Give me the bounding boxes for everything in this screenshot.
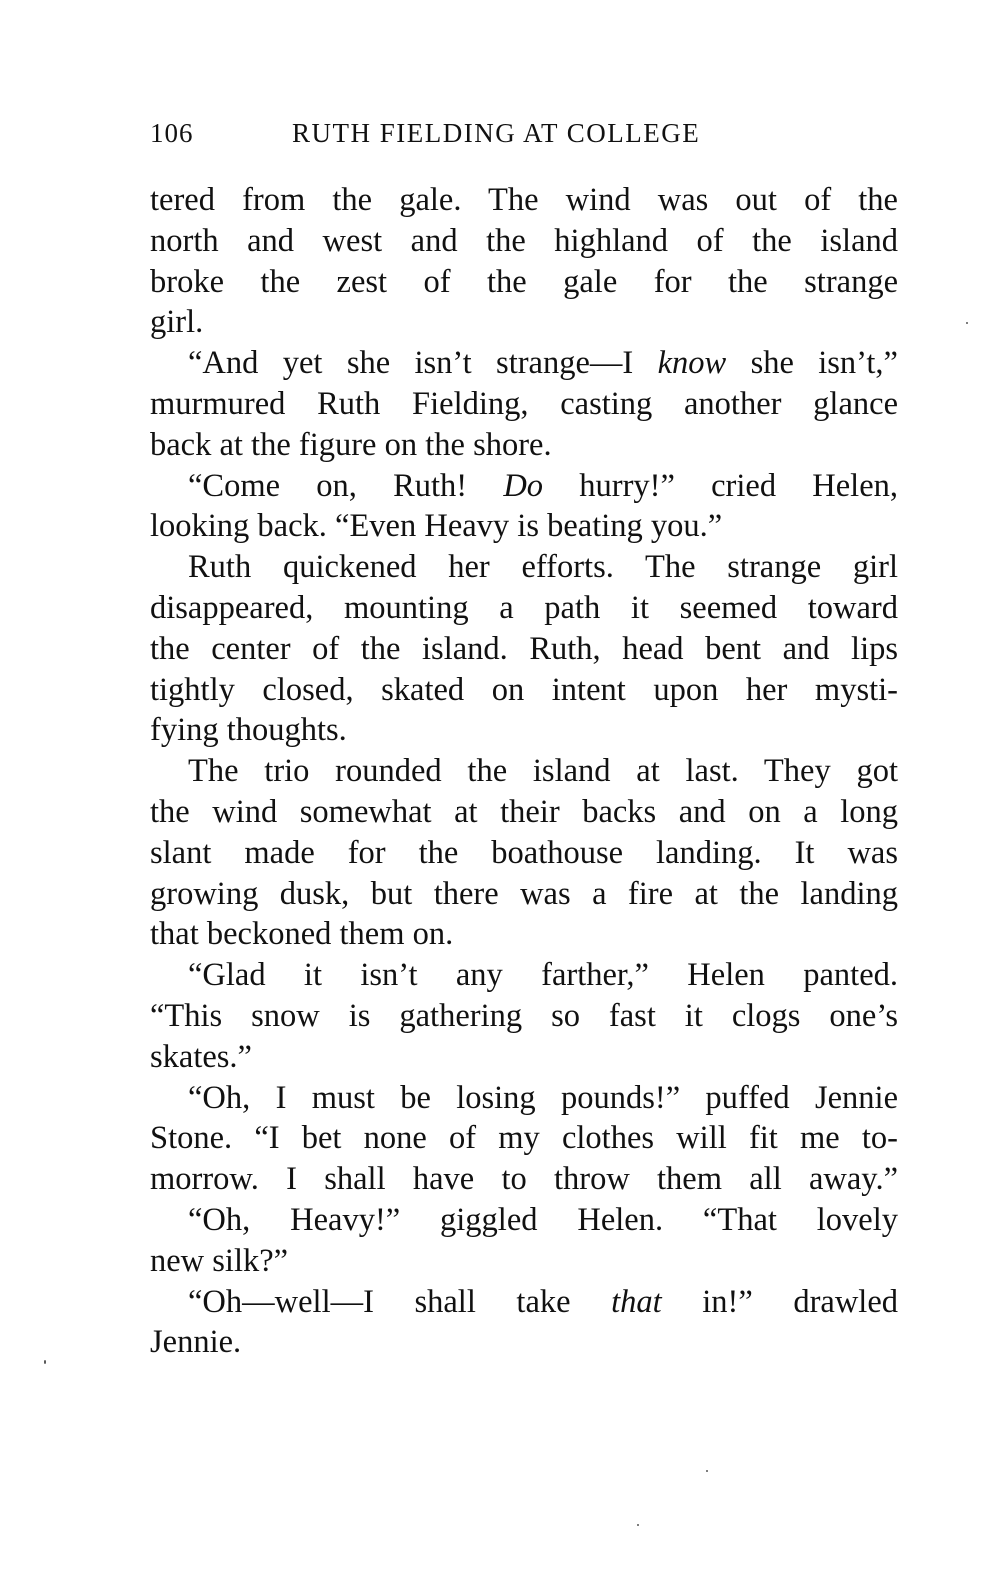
text-line: Stone. “I bet none of my clothes will fit me to- xyxy=(150,1120,898,1157)
text-line: back at the figure on the shore. xyxy=(150,426,552,463)
text-line: girl. xyxy=(150,304,204,341)
text-line: broke the zest of the gale for the strange xyxy=(150,263,898,300)
text-line xyxy=(150,343,898,384)
text-line: skates.” xyxy=(150,1038,252,1075)
scan-speck xyxy=(44,1360,46,1364)
text-line: north and west and the highland of the island xyxy=(150,222,898,259)
scan-speck xyxy=(637,1524,639,1526)
text-run: she isn’t,” xyxy=(726,345,898,382)
running-head xyxy=(150,118,898,158)
text-line xyxy=(150,1282,898,1323)
text-line: tered from the gale. The wind was out of the xyxy=(150,182,898,218)
scan-speck xyxy=(966,322,968,324)
page-number: 106 xyxy=(150,118,194,148)
text-line xyxy=(150,466,898,507)
italic-text-run: that xyxy=(611,1283,662,1320)
text-line: tightly closed, skated on intent upon her mysti- xyxy=(150,671,898,708)
text-line: that beckoned them on. xyxy=(150,916,454,953)
text-run: in!” drawled xyxy=(661,1283,899,1320)
text-line: Ruth quickened her efforts. The strange girl xyxy=(188,549,898,586)
running-title: RUTH FIELDING AT COLLEGE xyxy=(292,118,701,148)
text-line: murmured Ruth Fielding, casting another glance xyxy=(150,385,898,422)
text-run: “And yet she isn’t strange—I xyxy=(188,345,658,382)
text-line: morrow. I shall have to throw them all away.” xyxy=(150,1161,898,1198)
text-line: fying thoughts. xyxy=(150,712,347,749)
body-text xyxy=(150,180,898,1363)
text-line: disappeared, mounting a path it seemed toward xyxy=(150,589,898,626)
text-line: “Glad it isn’t any farther,” Helen panted. xyxy=(188,957,898,994)
text-run: “Come on, Ruth! xyxy=(188,467,504,504)
scan-speck xyxy=(706,1470,708,1472)
text-line: the wind somewhat at their backs and on a long xyxy=(150,793,898,830)
text-line: “This snow is gathering so fast it clogs one’s xyxy=(150,997,898,1034)
text-line: Jennie. xyxy=(150,1324,242,1361)
text-line: slant made for the boathouse landing. It was xyxy=(150,834,898,871)
text-line: the center of the island. Ruth, head bent and lips xyxy=(150,630,898,667)
italic-text-run: know xyxy=(657,345,727,382)
text-line: The trio rounded the island at last. They got xyxy=(188,753,898,790)
text-run: hurry!” cried Helen, xyxy=(543,467,898,504)
text-line: “Oh, I must be losing pounds!” puffed Jennie xyxy=(188,1079,898,1116)
text-line: growing dusk, but there was a fire at the landing xyxy=(150,875,898,912)
text-line: new silk?” xyxy=(150,1242,289,1279)
text-line: looking back. “Even Heavy is beating you.” xyxy=(150,508,723,545)
italic-text-run: Do xyxy=(503,467,544,504)
text-run: “Oh—well—I shall take xyxy=(188,1283,612,1320)
text-line: “Oh, Heavy!” giggled Helen. “That lovely xyxy=(188,1201,898,1238)
